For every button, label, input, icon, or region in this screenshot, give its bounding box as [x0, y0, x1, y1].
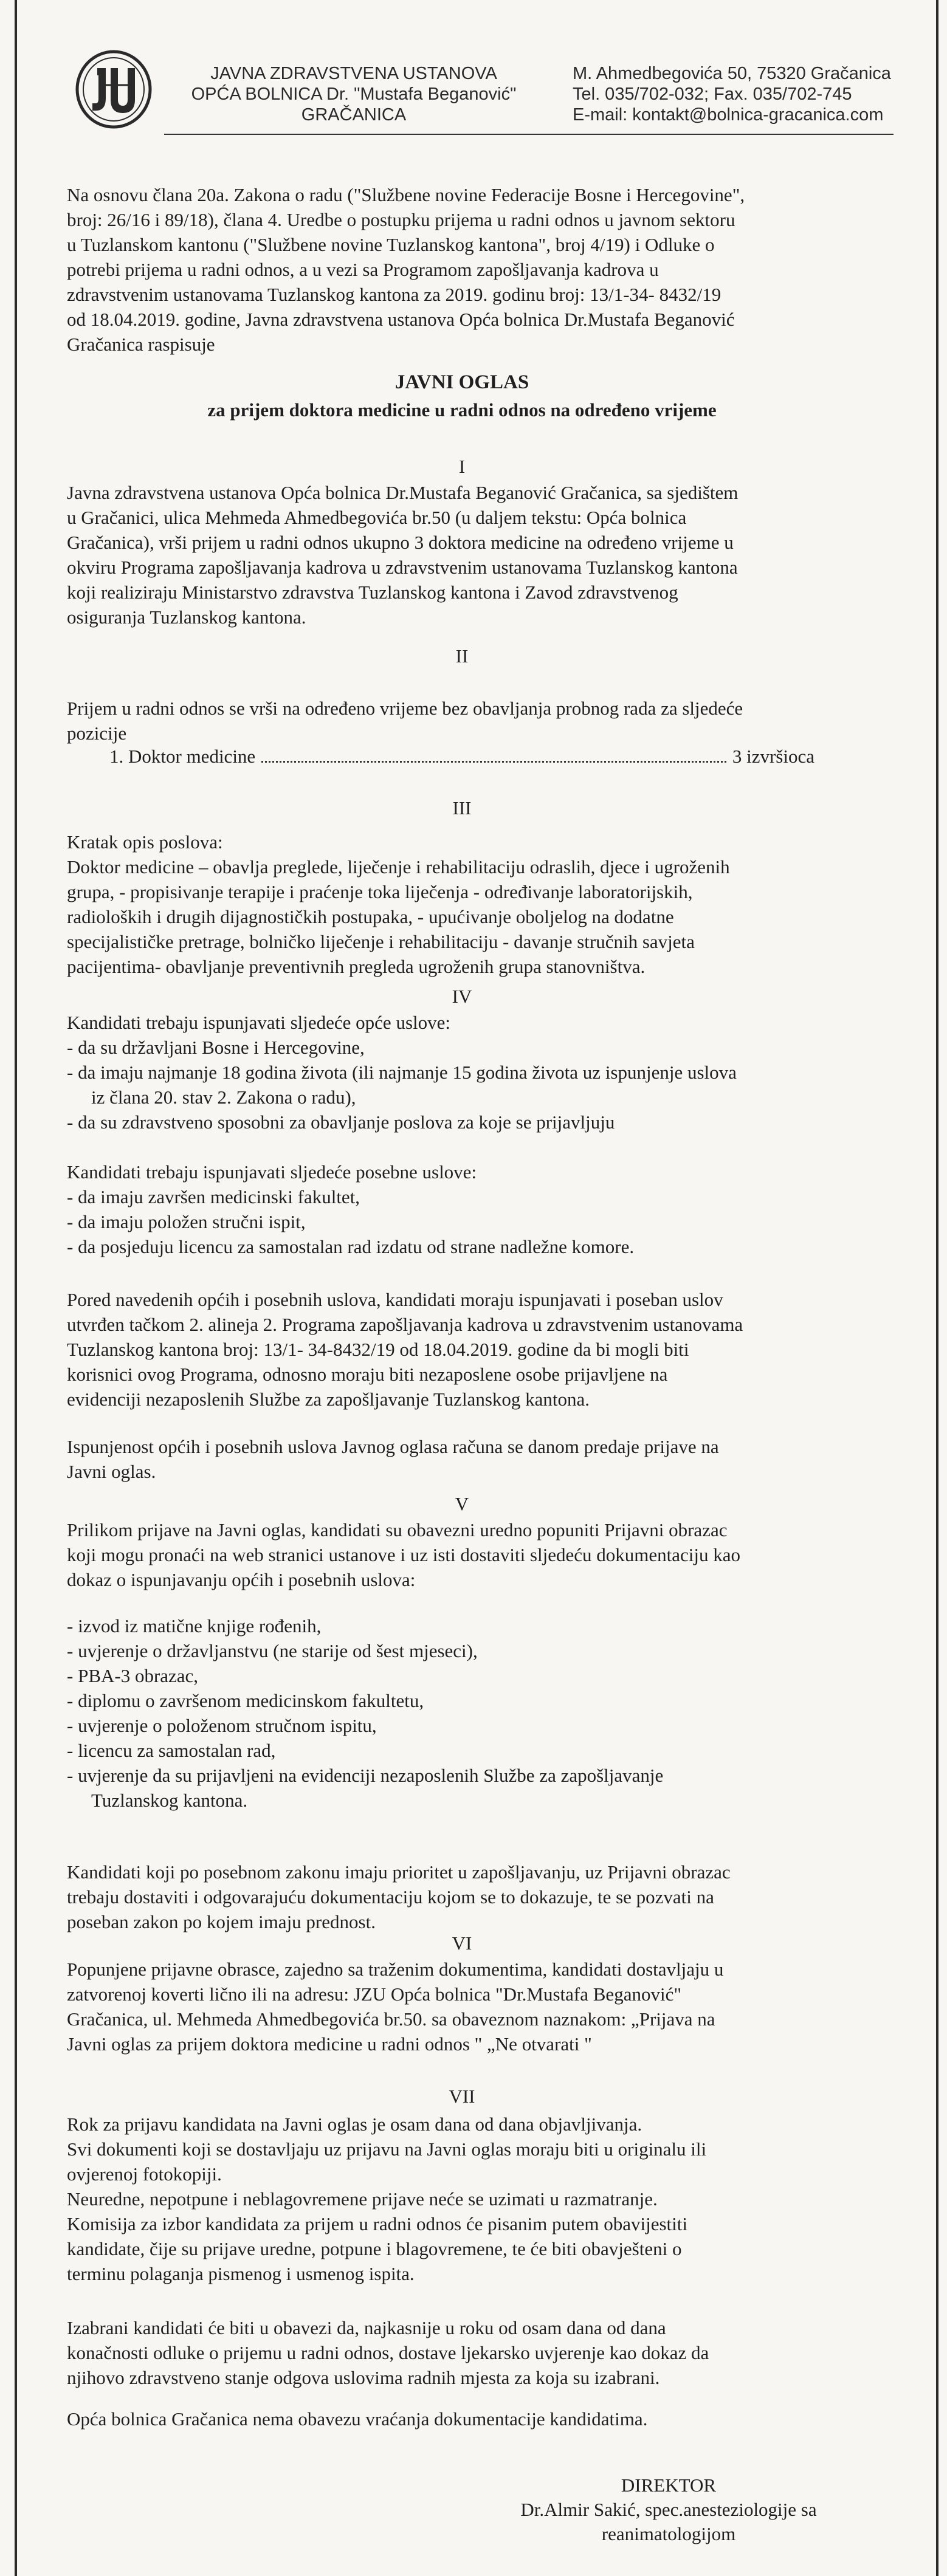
notice-subtitle: za prijem doktora medicine u radni odnos na određeno vrijeme [207, 399, 717, 421]
list-item: - diplomu o završenom medicinskom fakultetu, [67, 1690, 424, 1711]
text-line: Neuredne, nepotpune i neblagovremene prijave neće se uzimati u razmatranje. [67, 2188, 658, 2210]
text-line: u Tuzlanskom kantonu ("Službene novine Tuzlanskog kantona", broj 4/19) i Odluke o [67, 234, 715, 255]
text-line: Kandidati trebaju ispunjavati sljedeće posebne uslove: [67, 1161, 477, 1183]
hospital-logo-icon [74, 50, 153, 129]
intro-paragraph [67, 182, 857, 357]
text-line: Javni oglas. [67, 1461, 156, 1482]
position-item [109, 744, 814, 769]
contact-block [573, 63, 913, 125]
text-line: poseban zakon po kojem imaju prednost. [67, 1911, 376, 1932]
text-line: konačnosti odluke o prijemu u radni odnos, dostave ljekarsko uvjerenje kao dokaz da [67, 2342, 709, 2363]
text-line: potrebi prijema u radni odnos, a u vezi sa Programom zapošljavanja kadrova u [67, 259, 659, 280]
special-conditions [67, 1159, 857, 1259]
text-line: evidenciji nezaposlenih Službe za zapošljavanje Tuzlanskog kantona. [67, 1389, 590, 1410]
text-line: Rok za prijavu kandidata na Javni oglas je osam dana od dana objavljivanja. [67, 2114, 642, 2135]
text-line: od 18.04.2019. godine, Javna zdravstvena ustanova Opća bolnica Dr.Mustafa Beganović [67, 309, 735, 330]
general-conditions [67, 1010, 857, 1135]
section-numeral-i: I [458, 456, 466, 477]
text-line: trebaju dostaviti i odgovarajuću dokumentaciju kojom se to dokazuje, te se pozvati na [67, 1886, 714, 1908]
list-item: iz člana 20. stav 2. Zakona o radu), [91, 1087, 356, 1108]
text-line: koji mogu pronaći na web stranici ustanove i uz isti dostaviti sljedeću dokumentaciju kao [67, 1544, 740, 1565]
list-item: - PBA-3 obrazac, [67, 1665, 199, 1686]
text-line: zatvorenoj koverti lično ili na adresu: JZU Opća bolnica "Dr.Mustafa Beganović" [67, 1984, 681, 2005]
list-item: - da imaju završen medicinski fakultet, [67, 1186, 360, 1207]
text-line: Kandidati trebaju ispunjavati sljedeće opće uslove: [67, 1012, 450, 1033]
list-item: - uvjerenje o državljanstvu (ne starije od šest mjeseci), [67, 1640, 478, 1661]
text-line: Doktor medicine – obavlja preglede, liječenje i rehabilitaciju odraslih, djece i ugroženih [67, 856, 730, 878]
institution-line: JAVNA ZDRAVSTVENA USTANOVA [210, 64, 497, 83]
text-line: Tuzlanskog kantona broj: 13/1- 34-8432/19 od 18.04.2019. godine da bi mogli biti [67, 1339, 689, 1360]
section-ii-text [67, 696, 857, 746]
address-line: M. Ahmedbegovića 50, 75320 Gračanica [573, 64, 891, 83]
text-line: Prilikom prijave na Javni oglas, kandidati su obavezni uredno popuniti Prijavni obrazac [67, 1519, 728, 1540]
signature-block [462, 2473, 875, 2546]
text-line: Pored navedenih općih i posebnih uslova, kandidati moraju ispunjavati i poseban uslov [67, 1289, 723, 1310]
institution-line: OPĆA BOLNICA Dr. "Mustafa Beganović" [191, 84, 517, 104]
priority-note [67, 1860, 857, 1934]
selected-candidates-note [67, 2315, 857, 2390]
text-line: zdravstvenim ustanovama Tuzlanskog kantona za 2019. godinu broj: 13/1-34- 8432/19 [67, 284, 721, 305]
text-line: njihovo zdravstveno stanje odgova uslovima radnih mjesta za koja su izabrani. [67, 2367, 660, 2388]
text-line: Gračanica, ul. Mehmeda Ahmedbegovića br.50. sa obaveznom naznakom: „Prijava na [67, 2008, 715, 2030]
documents-return-note [67, 2406, 857, 2431]
section-numeral-ii: II [455, 645, 469, 667]
text-line: Opća bolnica Gračanica nema obavezu vraćanja dokumentacije kandidatima. [67, 2408, 648, 2430]
position-label: 1. Doktor medicine [109, 746, 256, 767]
list-item: Tuzlanskog kantona. [91, 1790, 248, 1811]
signatory-name: Dr.Almir Sakić, spec.anesteziologije sa [520, 2499, 817, 2520]
text-line: Kratak opis poslova: [67, 831, 223, 853]
section-numeral-iv: IV [452, 986, 472, 1007]
list-item: - da su državljani Bosne i Hercegovine, [67, 1037, 365, 1058]
list-item: - uvjerenje da su prijavljeni na evidenciji nezaposlenih Službe za zapošljavanje [67, 1765, 664, 1786]
text-line: Prijem u radni odnos se vrši na određeno vrijeme bez obavljanja probnog rada za sljedeće [67, 698, 743, 719]
email-line: E-mail: kontakt@bolnica-gracanica.com [573, 105, 884, 125]
section-vi-text [67, 1957, 857, 2056]
text-line: ovjerenoj fotokopiji. [67, 2163, 222, 2185]
text-line: korisnici ovog Programa, odnosno moraju biti nezaposlene osobe prijavljene na [67, 1364, 668, 1385]
list-item: - da imaju položen stručni ispit, [67, 1211, 306, 1232]
text-line: terminu polaganja pismenog i usmenog ispita. [67, 2263, 415, 2284]
text-line: dokaz o ispunjavanju općih i posebnih uslova: [67, 1569, 416, 1590]
letterhead [36, 43, 900, 140]
list-item: - licencu za samostalan rad, [67, 1740, 276, 1761]
section-vii-text [67, 2112, 857, 2286]
signatory-specialization: reanimatologijom [601, 2523, 736, 2544]
list-item: - uvjerenje o položenom stručnom ispitu, [67, 1715, 377, 1736]
text-line: Javna zdravstvena ustanova Opća bolnica Dr.Mustafa Beganović Gračanica, sa sjedištem [67, 482, 739, 503]
required-documents-list [67, 1613, 857, 1813]
section-iii-text [67, 829, 857, 979]
signatory-role: DIREKTOR [621, 2475, 717, 2496]
phone-fax-line: Tel. 035/702-032; Fax. 035/702-745 [573, 84, 852, 104]
section-numeral-v: V [455, 1493, 469, 1514]
section-numeral-vii: VII [449, 2086, 475, 2107]
page-right-border [936, 0, 938, 2576]
section-numeral-vi: VI [452, 1932, 472, 1954]
page-left-border [15, 0, 17, 2576]
header-divider [164, 134, 894, 135]
text-line: Popunjene prijavne obrasce, zajedno sa traženim dokumentima, kandidati dostavljaju u [67, 1959, 724, 1980]
list-item: - da imaju najmanje 18 godina života (ili najmanje 15 godina života uz ispunjenje uslova [67, 1062, 737, 1083]
text-line: u Gračanici, ulica Mehmeda Ahmedbegovića br.50 (u daljem tekstu: Opća bolnica [67, 507, 687, 528]
text-line: radioloških i drugih dijagnostičkih postupaka, - upućivanje oboljelog na dodatne [67, 906, 674, 927]
position-count: 3 izvršioca [732, 746, 814, 767]
institution-line: GRAČANICA [301, 105, 407, 125]
text-line: broj: 26/16 i 89/18), člana 4. Uredbe o postupku prijema u radni odnos u javnom sektoru [67, 209, 735, 230]
dotted-leader [261, 746, 726, 763]
text-line: Svi dokumenti koji se dostavljaju uz prijavu na Javni oglas moraju biti u originalu ili [67, 2138, 707, 2160]
extra-condition [67, 1287, 857, 1412]
section-v-text [67, 1517, 857, 1592]
text-line: grupa, - propisivanje terapije i praćenje toka liječenja - određivanje laboratorijskih, [67, 881, 693, 902]
text-line: pozicije [67, 723, 127, 744]
list-item: - da posjeduju licencu za samostalan rad izdatu od strane nadležne komore. [67, 1236, 635, 1257]
text-line: Gračanica raspisuje [67, 334, 215, 355]
text-line: specijalističke pretrage, bolničko liječenje i rehabilitaciju - davanje stručnih savjeta [67, 931, 695, 952]
text-line: kandidate, čije su prijave uredne, potpune i blagovremene, te će biti obavješteni o [67, 2238, 682, 2259]
text-line: Gračanica), vrši prijem u radni odnos ukupno 3 doktora medicine na određeno vrijeme u [67, 532, 734, 553]
fulfilment-note [67, 1434, 857, 1484]
text-line: Na osnovu člana 20a. Zakona o radu ("Službene novine Federacije Bosne i Hercegovine", [67, 184, 745, 205]
text-line: Izabrani kandidati će biti u obavezi da, najkasnije u roku od osam dana od dana [67, 2317, 666, 2338]
text-line: Javni oglas za prijem doktora medicine u radni odnos " „Ne otvarati " [67, 2033, 592, 2055]
section-i-text [67, 480, 857, 630]
text-line: Ispunjenost općih i posebnih uslova Javnog oglasa računa se danom predaje prijave na [67, 1436, 719, 1457]
text-line: okviru Programa zapošljavanja kadrova u zdravstvenim ustanovama Tuzlanskog kantona [67, 557, 738, 578]
text-line: koji realiziraju Ministarstvo zdravstva Tuzlanskog kantona i Zavod zdravstvenog [67, 582, 678, 603]
institution-name [171, 63, 536, 125]
list-item: - da su zdravstveno sposobni za obavljanje poslova za koje se prijavljuju [67, 1111, 615, 1133]
text-line: Kandidati koji po posebnom zakonu imaju prioritet u zapošljavanju, uz Prijavni obrazac [67, 1861, 731, 1883]
notice-title: JAVNI OGLAS [394, 371, 529, 393]
section-numeral-iii: III [452, 797, 472, 819]
text-line: pacijentima- obavljanje preventivnih pregleda ugroženih grupa stanovništva. [67, 956, 646, 977]
text-line: utvrđen tačkom 2. alineja 2. Programa zapošljavanja kadrova u zdravstvenim ustanovama [67, 1314, 743, 1335]
list-item: - izvod iz matične knjige rođenih, [67, 1615, 322, 1637]
text-line: Komisija za izbor kandidata za prijem u radni odnos će pisanim putem obavijestiti [67, 2213, 688, 2234]
text-line: osiguranja Tuzlanskog kantona. [67, 606, 306, 628]
